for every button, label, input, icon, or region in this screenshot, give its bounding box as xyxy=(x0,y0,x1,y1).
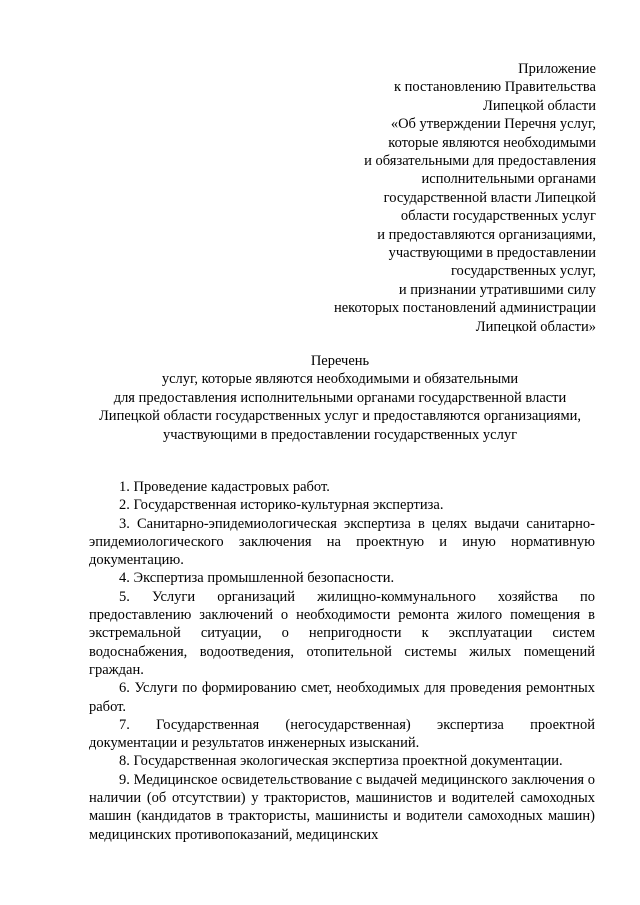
list-item: 5. Услуги организаций жилищно-коммунального хозяйства по предоставлению заключений о необходимости ремонта жилого помещения в экстремальной ситуации, о непригодности к эксплуатации систем водоснабжения, водоотведения, отопительной системы жилых помещений граждан. xyxy=(89,588,595,678)
document-title xyxy=(80,352,600,444)
list-item: 4. Экспертиза промышленной безопасности. xyxy=(119,570,395,587)
title-line: услуг, которые являются необходимыми и обязательными xyxy=(161,371,519,388)
list-item: 3. Санитарно-эпидемиологическая экспертиза в целях выдачи санитарно-эпидемиологического заключения на проектную и иную нормативную документацию. xyxy=(89,515,595,569)
list-item: 2. Государственная историко-культурная экспертиза. xyxy=(119,497,444,514)
appendix-line: к постановлению Правительства xyxy=(394,79,596,96)
title-line: участвующими в предоставлении государственных услуг xyxy=(162,426,518,443)
list-item: 8. Государственная экологическая экспертиза проектной документации. xyxy=(119,753,563,770)
appendix-line: «Об утверждении Перечня услуг, xyxy=(390,116,596,133)
title-line: для предоставления исполнительными органами государственной власти xyxy=(113,389,567,406)
appendix-line: Липецкой области xyxy=(483,97,596,114)
appendix-line: области государственных услуг xyxy=(400,208,596,225)
appendix-line: и признании утратившими силу xyxy=(398,281,596,298)
services-list xyxy=(89,478,595,844)
title-line: Перечень xyxy=(310,353,370,369)
appendix-line: участвующими в предоставлении xyxy=(388,245,596,262)
title-line: Липецкой области государственных услуг и предоставляются организациями, xyxy=(98,408,582,425)
appendix-line: и предоставляются организациями, xyxy=(377,226,596,243)
appendix-line: и обязательными для предоставления xyxy=(364,153,596,170)
appendix-header xyxy=(276,60,596,336)
appendix-line: Липецкой области» xyxy=(475,318,596,335)
appendix-line: исполнительными органами xyxy=(421,171,596,188)
list-item: 6. Услуги по формированию смет, необходимых для проведения ремонтных работ. xyxy=(89,680,595,715)
list-item: 9. Медицинское освидетельствование с выдачей медицинского заключения о наличии (об отсутствии) у трактористов, машинистов и водителей самоходных машин (кандидатов в трактористы, машинисты и водители самоходных машин) медицинских противопоказаний, медицинских xyxy=(89,771,595,843)
appendix-line: государственных услуг, xyxy=(450,263,596,280)
appendix-line: которые являются необходимыми xyxy=(388,134,596,151)
appendix-line: государственной власти Липецкой xyxy=(383,189,596,206)
appendix-line: Приложение xyxy=(518,61,596,77)
list-item: 1. Проведение кадастровых работ. xyxy=(119,479,330,495)
list-item: 7. Государственная (негосударственная) экспертиза проектной документации и результатов инженерных изысканий. xyxy=(89,716,595,752)
appendix-line: некоторых постановлений администрации xyxy=(333,300,596,317)
